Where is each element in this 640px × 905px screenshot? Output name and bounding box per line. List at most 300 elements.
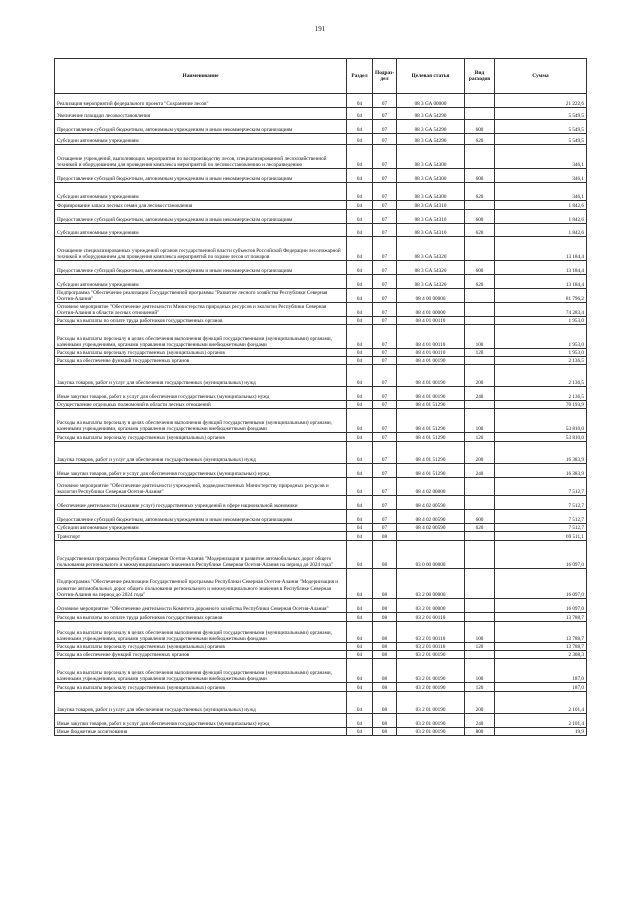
cell-article: 08 4 02 00000 bbox=[397, 478, 465, 496]
header-expense-type: Вид расходов bbox=[465, 59, 495, 94]
cell-amount: 16 097,0 bbox=[495, 599, 587, 613]
cell-article: 08 4 01 00000 bbox=[397, 303, 465, 317]
cell-section: 04 bbox=[347, 134, 373, 145]
cell-expense-type: 120 bbox=[465, 349, 495, 357]
cell-expense-type: 600 bbox=[465, 210, 495, 224]
cell-expense-type: 240 bbox=[465, 387, 495, 401]
table-row bbox=[55, 613, 587, 622]
cell-article: 08 4 01 51290 bbox=[397, 409, 465, 433]
cell-name: Основное мероприятие "Обеспечение деятельности Комитета дорожного хозяйства Республики Северная Осетия-Алания" bbox=[55, 599, 347, 613]
cell-amount: 16 383,9 bbox=[495, 442, 587, 464]
cell-amount: 53 810,0 bbox=[495, 409, 587, 433]
cell-name: Закупка товаров, работ и услуг для обеспечения государственных (муниципальных) нужд bbox=[55, 442, 347, 464]
cell-expense-type bbox=[465, 303, 495, 317]
cell-article: 08 4 00 00000 bbox=[397, 289, 465, 303]
cell-name: Субсидии автономным учреждениям bbox=[55, 524, 347, 532]
cell-subsection: 07 bbox=[373, 261, 397, 275]
cell-section: 04 bbox=[347, 613, 373, 622]
cell-name: Расходы на выплаты персоналу государственных (муниципальных) органов bbox=[55, 433, 347, 442]
cell-name: Предоставление субсидий бюджетным, автономным учреждениям и иным некоммерческим организациям bbox=[55, 120, 347, 134]
cell-name: Подпрограмма "Обеспечение реализации Государственной программы "Развитие лесного хозяйства Республики Северная Осетия-Алания" bbox=[55, 289, 347, 303]
cell-amount: 5 549,5 bbox=[495, 120, 587, 134]
cell-amount: 13 788,7 bbox=[495, 622, 587, 643]
cell-name: Иные закупки товаров, работ и услуг для обеспечения государственных (муниципальных) нужд bbox=[55, 714, 347, 728]
cell-expense-type bbox=[465, 478, 495, 496]
cell-amount: 1 842,6 bbox=[495, 210, 587, 224]
table-row bbox=[55, 541, 587, 569]
cell-section: 04 bbox=[347, 524, 373, 532]
table-row bbox=[55, 210, 587, 224]
cell-section: 04 bbox=[347, 510, 373, 524]
cell-article: 08 3 GA 54290 bbox=[397, 108, 465, 120]
cell-section: 04 bbox=[347, 387, 373, 401]
table-row bbox=[55, 303, 587, 317]
cell-expense-type: 100 bbox=[465, 659, 495, 683]
cell-name: Основное мероприятие "Обеспечение деятельности Министерства природных ресурсов и экологии Республики Северная Осетия-Алания в области лесных отношений" bbox=[55, 303, 347, 317]
cell-subsection: 08 bbox=[373, 599, 397, 613]
table-row bbox=[55, 409, 587, 433]
table-row bbox=[55, 349, 587, 357]
cell-article: 08 3 GA 54320 bbox=[397, 237, 465, 261]
cell-subsection: 08 bbox=[373, 532, 397, 541]
table-row bbox=[55, 108, 587, 120]
table-row bbox=[55, 496, 587, 510]
cell-section: 04 bbox=[347, 357, 373, 365]
cell-article: 03 2 01 00110 bbox=[397, 643, 465, 651]
cell-expense-type: 100 bbox=[465, 622, 495, 643]
cell-article: 03 2 01 00190 bbox=[397, 659, 465, 683]
cell-amount: 16 383,9 bbox=[495, 464, 587, 478]
cell-expense-type bbox=[465, 357, 495, 365]
header-amount: Сумма bbox=[495, 59, 587, 94]
cell-article: 08 3 GA 54290 bbox=[397, 134, 465, 145]
table-row bbox=[55, 599, 587, 613]
cell-name: Расходы на выплаты персоналу в целях обеспечения выполнения функций государственными (муниципальными) органами, казенными учреждениями, органами управления государственными внебюджетными фондами bbox=[55, 409, 347, 433]
table-row bbox=[55, 261, 587, 275]
cell-section: 04 bbox=[347, 94, 373, 108]
cell-expense-type bbox=[465, 108, 495, 120]
cell-amount: 187,0 bbox=[495, 659, 587, 683]
cell-article: 08 3 GA 54310 bbox=[397, 201, 465, 210]
cell-article: 08 4 01 00190 bbox=[397, 365, 465, 387]
cell-amount: 7 512,7 bbox=[495, 510, 587, 524]
cell-amount: 81 796,2 bbox=[495, 289, 587, 303]
cell-section: 04 bbox=[347, 728, 373, 736]
cell-amount: 7 512,7 bbox=[495, 478, 587, 496]
cell-name: Предоставление субсидий бюджетным, автономным учреждениям и иным некоммерческим организациям bbox=[55, 261, 347, 275]
cell-article: 03 2 01 00190 bbox=[397, 714, 465, 728]
cell-amount: 346,1 bbox=[495, 145, 587, 169]
header-section: Раздел bbox=[347, 59, 373, 94]
cell-name: Расходы на выплаты по оплате труда работников государственных органов bbox=[55, 613, 347, 622]
cell-name: Государственная программа Республики Северная Осетия-Алания "Модернизация и развитие автомобильных дорог общего пользования регионального и межмуниципального значения в Республике Северная Осетия-Алания на период до 2024 года" bbox=[55, 541, 347, 569]
cell-article: 03 2 01 00110 bbox=[397, 613, 465, 622]
cell-subsection: 08 bbox=[373, 728, 397, 736]
cell-name: Субсидии автономным учреждениям bbox=[55, 275, 347, 289]
cell-article: 08 4 02 00590 bbox=[397, 524, 465, 532]
header-subsection: Подраз-дел bbox=[373, 59, 397, 94]
cell-amount: 74 283,4 bbox=[495, 303, 587, 317]
cell-name: Обеспечение деятельности (оказание услуг) государственных учреждений в сфере национальной экономики bbox=[55, 496, 347, 510]
cell-subsection: 07 bbox=[373, 478, 397, 496]
cell-amount: 2 136,5 bbox=[495, 387, 587, 401]
cell-name: Оснащение специализированных учреждений органов государственной власти субъектов Российской Федерации лесопожарной техникой и оборудованием для проведения комплекса мероприятий по охране лесов от пожаров bbox=[55, 237, 347, 261]
cell-article: 03 2 01 00190 bbox=[397, 692, 465, 714]
cell-section: 04 bbox=[347, 120, 373, 134]
cell-subsection: 07 bbox=[373, 275, 397, 289]
cell-name: Расходы на выплаты персоналу государственных (муниципальных) органов bbox=[55, 683, 347, 692]
cell-subsection: 08 bbox=[373, 692, 397, 714]
table-row bbox=[55, 622, 587, 643]
cell-article: 08 3 GA 54310 bbox=[397, 224, 465, 237]
cell-expense-type: 200 bbox=[465, 692, 495, 714]
cell-section: 04 bbox=[347, 169, 373, 183]
cell-subsection: 08 bbox=[373, 714, 397, 728]
cell-section: 04 bbox=[347, 261, 373, 275]
cell-article: 08 3 GA 54300 bbox=[397, 183, 465, 201]
table-row bbox=[55, 94, 587, 108]
table-row bbox=[55, 442, 587, 464]
cell-article: 03 2 01 00190 bbox=[397, 651, 465, 659]
cell-subsection: 07 bbox=[373, 224, 397, 237]
cell-subsection: 07 bbox=[373, 409, 397, 433]
cell-expense-type bbox=[465, 613, 495, 622]
cell-name: Расходы на обеспечение функций государственных органов bbox=[55, 357, 347, 365]
cell-name: Расходы на выплаты персоналу в целях обеспечения выполнения функций государственными (муниципальными) органами, казенными учреждениями, органами управления государственными внебюджетными фондами bbox=[55, 622, 347, 643]
cell-subsection: 07 bbox=[373, 94, 397, 108]
cell-section: 04 bbox=[347, 683, 373, 692]
cell-article: 08 4 01 00110 bbox=[397, 325, 465, 349]
cell-expense-type bbox=[465, 289, 495, 303]
cell-amount: 7 512,7 bbox=[495, 496, 587, 510]
cell-section: 04 bbox=[347, 210, 373, 224]
cell-amount: 1 842,6 bbox=[495, 201, 587, 210]
cell-amount: 70 193,9 bbox=[495, 401, 587, 409]
cell-amount: 19,9 bbox=[495, 728, 587, 736]
cell-subsection: 07 bbox=[373, 134, 397, 145]
cell-article: 08 4 01 51290 bbox=[397, 433, 465, 442]
cell-expense-type: 600 bbox=[465, 510, 495, 524]
cell-name: Основное мероприятие "Обеспечение деятельности учреждений, подведомственных Министерству природных ресурсов и экологии Республики Северная Осетия-Алания" bbox=[55, 478, 347, 496]
cell-name: Субсидии автономным учреждениям bbox=[55, 224, 347, 237]
cell-name: Предоставление субсидий бюджетным, автономным учреждениям и иным некоммерческим организациям bbox=[55, 510, 347, 524]
cell-amount: 7 512,7 bbox=[495, 524, 587, 532]
table-row bbox=[55, 201, 587, 210]
cell-expense-type bbox=[465, 145, 495, 169]
cell-subsection: 07 bbox=[373, 401, 397, 409]
cell-subsection: 07 bbox=[373, 524, 397, 532]
table-row bbox=[55, 183, 587, 201]
cell-article: 03 2 00 00000 bbox=[397, 569, 465, 599]
cell-subsection: 07 bbox=[373, 120, 397, 134]
cell-section: 04 bbox=[347, 478, 373, 496]
cell-section: 04 bbox=[347, 409, 373, 433]
cell-expense-type: 600 bbox=[465, 120, 495, 134]
cell-amount: 13 184,4 bbox=[495, 275, 587, 289]
cell-amount: 2 101,4 bbox=[495, 692, 587, 714]
table-row bbox=[55, 325, 587, 349]
cell-name: Формирование запаса лесных семян для лесовосстановления bbox=[55, 201, 347, 210]
cell-subsection: 07 bbox=[373, 433, 397, 442]
cell-section: 04 bbox=[347, 643, 373, 651]
cell-amount: 1 953,0 bbox=[495, 349, 587, 357]
cell-amount: 2 136,5 bbox=[495, 365, 587, 387]
cell-section: 04 bbox=[347, 365, 373, 387]
cell-name: Подпрограмма "Обеспечение реализации Государственной программы Республики Северная Осетия-Алания "Модернизация и развитие автомобильных дорог общего пользования регионального и межмуниципального значения в Республике Северная Осетия-Алания на период до 2024 года" bbox=[55, 569, 347, 599]
header-name: Наименование bbox=[55, 59, 347, 94]
cell-section: 04 bbox=[347, 442, 373, 464]
cell-expense-type: 120 bbox=[465, 643, 495, 651]
cell-expense-type bbox=[465, 496, 495, 510]
cell-amount: 1 953,0 bbox=[495, 325, 587, 349]
cell-section: 04 bbox=[347, 183, 373, 201]
cell-section: 04 bbox=[347, 401, 373, 409]
cell-expense-type bbox=[465, 651, 495, 659]
cell-name: Расходы на выплаты персоналу государственных (муниципальных) органов bbox=[55, 643, 347, 651]
table-row bbox=[55, 659, 587, 683]
cell-section: 04 bbox=[347, 496, 373, 510]
cell-amount: 2 136,5 bbox=[495, 357, 587, 365]
cell-expense-type bbox=[465, 599, 495, 613]
cell-expense-type: 240 bbox=[465, 714, 495, 728]
cell-article: 03 2 01 00190 bbox=[397, 728, 465, 736]
table-row bbox=[55, 464, 587, 478]
cell-subsection: 07 bbox=[373, 183, 397, 201]
cell-article bbox=[397, 532, 465, 541]
cell-name: Расходы на выплаты персоналу в целях обеспечения выполнения функций государственными (муниципальными) органами, казенными учреждениями, органами управления государственными внебюджетными фондами bbox=[55, 325, 347, 349]
cell-name: Расходы на выплаты по оплате труда работников государственных органов bbox=[55, 317, 347, 325]
cell-section: 04 bbox=[347, 237, 373, 261]
cell-section: 04 bbox=[347, 108, 373, 120]
cell-subsection: 07 bbox=[373, 325, 397, 349]
cell-amount: 69 511,1 bbox=[495, 532, 587, 541]
cell-section: 04 bbox=[347, 303, 373, 317]
cell-article: 08 4 01 00110 bbox=[397, 317, 465, 325]
cell-expense-type: 800 bbox=[465, 728, 495, 736]
cell-name: Субсидии автономным учреждениям bbox=[55, 183, 347, 201]
cell-subsection: 08 bbox=[373, 622, 397, 643]
cell-subsection: 07 bbox=[373, 317, 397, 325]
table-body bbox=[55, 94, 587, 736]
cell-article: 08 4 01 51290 bbox=[397, 442, 465, 464]
cell-amount: 346,1 bbox=[495, 169, 587, 183]
cell-amount: 13 788,7 bbox=[495, 643, 587, 651]
cell-name: Осуществление отдельных полномочий в области лесных отношений bbox=[55, 401, 347, 409]
table-row bbox=[55, 387, 587, 401]
cell-expense-type: 120 bbox=[465, 433, 495, 442]
cell-article: 03 0 00 00000 bbox=[397, 541, 465, 569]
table-row bbox=[55, 317, 587, 325]
table-row bbox=[55, 643, 587, 651]
cell-expense-type bbox=[465, 532, 495, 541]
cell-subsection: 07 bbox=[373, 442, 397, 464]
cell-article: 08 3 GA 00000 bbox=[397, 94, 465, 108]
cell-expense-type: 620 bbox=[465, 134, 495, 145]
cell-subsection: 08 bbox=[373, 643, 397, 651]
cell-amount: 53 810,0 bbox=[495, 433, 587, 442]
cell-article: 08 3 GA 54300 bbox=[397, 169, 465, 183]
budget-table bbox=[54, 58, 587, 736]
cell-expense-type: 620 bbox=[465, 275, 495, 289]
cell-expense-type bbox=[465, 569, 495, 599]
table-row bbox=[55, 728, 587, 736]
table-row bbox=[55, 169, 587, 183]
cell-subsection: 07 bbox=[373, 169, 397, 183]
table-row bbox=[55, 510, 587, 524]
cell-expense-type bbox=[465, 317, 495, 325]
cell-expense-type bbox=[465, 401, 495, 409]
cell-section: 04 bbox=[347, 325, 373, 349]
cell-expense-type: 120 bbox=[465, 683, 495, 692]
cell-expense-type bbox=[465, 201, 495, 210]
table-row bbox=[55, 433, 587, 442]
table-row bbox=[55, 532, 587, 541]
cell-section: 04 bbox=[347, 532, 373, 541]
cell-article: 08 3 GA 54290 bbox=[397, 120, 465, 134]
table-row bbox=[55, 289, 587, 303]
cell-expense-type: 200 bbox=[465, 365, 495, 387]
table-row bbox=[55, 524, 587, 532]
cell-article: 08 4 01 51290 bbox=[397, 464, 465, 478]
table-row bbox=[55, 275, 587, 289]
cell-article: 03 2 01 00110 bbox=[397, 622, 465, 643]
cell-name: Расходы на выплаты персоналу в целях обеспечения выполнения функций государственными (муниципальными) органами, казенными учреждениями, органами управления государственными внебюджетными фондами bbox=[55, 659, 347, 683]
cell-section: 04 bbox=[347, 541, 373, 569]
cell-section: 04 bbox=[347, 349, 373, 357]
cell-section: 04 bbox=[347, 651, 373, 659]
cell-subsection: 07 bbox=[373, 303, 397, 317]
cell-expense-type: 240 bbox=[465, 464, 495, 478]
cell-article: 03 2 01 00000 bbox=[397, 599, 465, 613]
cell-amount: 1 953,0 bbox=[495, 317, 587, 325]
table-row bbox=[55, 401, 587, 409]
table-row bbox=[55, 357, 587, 365]
cell-section: 04 bbox=[347, 317, 373, 325]
cell-article: 08 4 01 00190 bbox=[397, 387, 465, 401]
cell-section: 04 bbox=[347, 224, 373, 237]
table-header-row bbox=[55, 59, 587, 94]
cell-name: Субсидии автономным учреждениям bbox=[55, 134, 347, 145]
cell-amount: 21 222,6 bbox=[495, 94, 587, 108]
cell-name: Реализация мероприятий федерального проекта "Сохранение лесов" bbox=[55, 94, 347, 108]
cell-subsection: 07 bbox=[373, 237, 397, 261]
cell-subsection: 07 bbox=[373, 464, 397, 478]
cell-amount: 1 842,6 bbox=[495, 224, 587, 237]
cell-subsection: 07 bbox=[373, 357, 397, 365]
cell-section: 04 bbox=[347, 275, 373, 289]
cell-section: 04 bbox=[347, 464, 373, 478]
page-number: 191 bbox=[314, 25, 326, 33]
cell-subsection: 08 bbox=[373, 541, 397, 569]
table-row bbox=[55, 478, 587, 496]
cell-subsection: 07 bbox=[373, 496, 397, 510]
cell-section: 04 bbox=[347, 714, 373, 728]
table-row bbox=[55, 692, 587, 714]
cell-expense-type bbox=[465, 237, 495, 261]
cell-article: 08 3 GA 54310 bbox=[397, 210, 465, 224]
cell-section: 04 bbox=[347, 622, 373, 643]
cell-name: Оснащение учреждений, выполняющих мероприятия по воспроизводству лесов, специализированной лесохозяйственной техникой и оборудованием для проведения комплекса мероприятий по лесовосстановлению и лесоразведению bbox=[55, 145, 347, 169]
table-row bbox=[55, 651, 587, 659]
cell-subsection: 07 bbox=[373, 387, 397, 401]
table-row bbox=[55, 120, 587, 134]
cell-expense-type: 100 bbox=[465, 409, 495, 433]
cell-amount: 2 101,4 bbox=[495, 714, 587, 728]
cell-name: Транспорт bbox=[55, 532, 347, 541]
cell-subsection: 07 bbox=[373, 365, 397, 387]
cell-article: 08 4 02 00590 bbox=[397, 510, 465, 524]
cell-section: 04 bbox=[347, 569, 373, 599]
cell-article: 08 4 01 00190 bbox=[397, 357, 465, 365]
cell-section: 04 bbox=[347, 289, 373, 303]
cell-name: Иные бюджетные ассигнования bbox=[55, 728, 347, 736]
cell-subsection: 07 bbox=[373, 210, 397, 224]
table-row bbox=[55, 224, 587, 237]
cell-expense-type bbox=[465, 94, 495, 108]
table-row bbox=[55, 237, 587, 261]
cell-section: 04 bbox=[347, 599, 373, 613]
table-row bbox=[55, 714, 587, 728]
cell-expense-type: 620 bbox=[465, 224, 495, 237]
cell-subsection: 07 bbox=[373, 349, 397, 357]
cell-expense-type bbox=[465, 541, 495, 569]
cell-subsection: 07 bbox=[373, 201, 397, 210]
cell-amount: 16 097,0 bbox=[495, 541, 587, 569]
cell-section: 04 bbox=[347, 659, 373, 683]
cell-article: 08 4 02 00590 bbox=[397, 496, 465, 510]
cell-name: Иные закупки товаров, работ и услуг для обеспечения государственных (муниципальных) нужд bbox=[55, 387, 347, 401]
cell-amount: 2 308,3 bbox=[495, 651, 587, 659]
table-row bbox=[55, 134, 587, 145]
table-row bbox=[55, 683, 587, 692]
cell-article: 08 3 GA 54320 bbox=[397, 275, 465, 289]
cell-name: Увеличение площади лесовосстановления bbox=[55, 108, 347, 120]
cell-section: 04 bbox=[347, 201, 373, 210]
cell-article: 08 3 GA 54300 bbox=[397, 145, 465, 169]
cell-subsection: 07 bbox=[373, 108, 397, 120]
cell-subsection: 07 bbox=[373, 145, 397, 169]
cell-amount: 16 097,0 bbox=[495, 569, 587, 599]
cell-expense-type: 100 bbox=[465, 325, 495, 349]
cell-amount: 13 184,4 bbox=[495, 237, 587, 261]
cell-expense-type: 600 bbox=[465, 169, 495, 183]
cell-subsection: 08 bbox=[373, 683, 397, 692]
cell-section: 04 bbox=[347, 692, 373, 714]
cell-subsection: 08 bbox=[373, 651, 397, 659]
cell-article: 08 3 GA 54320 bbox=[397, 261, 465, 275]
cell-expense-type: 620 bbox=[465, 524, 495, 532]
cell-amount: 5 549,5 bbox=[495, 108, 587, 120]
cell-section: 04 bbox=[347, 433, 373, 442]
cell-article: 08 4 01 51290 bbox=[397, 401, 465, 409]
cell-subsection: 07 bbox=[373, 510, 397, 524]
cell-name: Предоставление субсидий бюджетным, автономным учреждениям и иным некоммерческим организациям bbox=[55, 169, 347, 183]
cell-amount: 346,1 bbox=[495, 183, 587, 201]
cell-amount: 187,0 bbox=[495, 683, 587, 692]
cell-subsection: 07 bbox=[373, 289, 397, 303]
cell-expense-type: 620 bbox=[465, 183, 495, 201]
cell-name: Расходы на выплаты персоналу государственных (муниципальных) органов bbox=[55, 349, 347, 357]
table-row bbox=[55, 145, 587, 169]
cell-amount: 13 788,7 bbox=[495, 613, 587, 622]
table-row bbox=[55, 569, 587, 599]
cell-name: Закупка товаров, работ и услуг для обеспечения государственных (муниципальных) нужд bbox=[55, 365, 347, 387]
cell-section: 04 bbox=[347, 145, 373, 169]
cell-subsection: 08 bbox=[373, 613, 397, 622]
cell-expense-type: 600 bbox=[465, 261, 495, 275]
cell-name: Закупка товаров, работ и услуг для обеспечения государственных (муниципальных) нужд bbox=[55, 692, 347, 714]
cell-expense-type: 200 bbox=[465, 442, 495, 464]
